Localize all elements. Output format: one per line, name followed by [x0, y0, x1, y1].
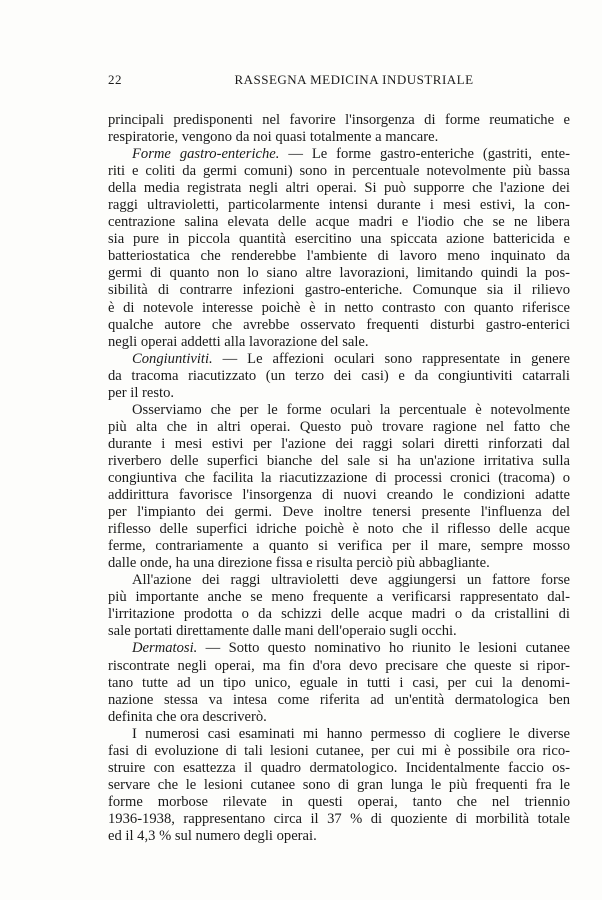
- text-line: riscontrate negli operai, ma fin d'ora devo precisare che queste si ripor-: [108, 657, 570, 674]
- text-line: congiuntiva che facilita la riacutizzazione di processi cronici (tracoma) o: [108, 469, 570, 486]
- article-body: [108, 112, 570, 845]
- text-line: germi di quanto non lo siano altre lavorazioni, limitando quindi la pos-: [108, 265, 570, 282]
- text-line: tano tutte ad un tipo unico, eguale in tutti i casi, per cui la denomi-: [108, 674, 570, 691]
- section-heading: Congiuntiviti.: [132, 350, 213, 367]
- text-line: riti e coliti da germi comuni) sono in percentuale notevolmente più bassa: [108, 163, 570, 180]
- text-line: qualche autore che avrebbe osservato frequenti disturbi gastro-enterici: [108, 316, 570, 333]
- text-line: struire con esattezza il quadro dermatologico. Incidentalmente faccio os-: [108, 759, 570, 776]
- text-line: Congiuntiviti. — Le affezioni oculari sono rappresentate in genere: [132, 350, 570, 367]
- page-number: 22: [108, 72, 122, 87]
- section-heading: Forme gastro-enteriche.: [132, 146, 280, 163]
- page-header: [108, 72, 570, 92]
- text-line: fasi di evoluzione di tali lesioni cutanee, per cui mi è possibile ora rico-: [108, 742, 570, 759]
- text-line: è di notevole interesse poichè è in netto contrasto con quanto riferisce: [108, 299, 570, 316]
- text-line: della media registrata negli altri operai. Si può supporre che l'azione dei: [108, 180, 570, 197]
- text-line: principali predisponenti nel favorire l'insorgenza di forme reumatiche e: [108, 112, 570, 128]
- text-line: più importante anche se meno frequente a verificarsi rappresentato dal-: [108, 589, 570, 606]
- text-line: da tracoma riacutizzato (un terzo dei casi) e da congiuntiviti catarrali: [108, 367, 570, 384]
- text-line: forme morbose rilevate in questi operai, tanto che nel triennio: [108, 793, 570, 810]
- text-line: sia pure in piccola quantità esercitino una spiccata azione battericida e: [108, 231, 570, 248]
- paragraph: [108, 351, 570, 402]
- paragraph: [108, 726, 570, 845]
- text-line: raggi ultravioletti, particolarmente intensi durante i mesi estivi, la con-: [108, 197, 570, 214]
- paragraph: [108, 146, 570, 351]
- paragraph: [108, 112, 570, 146]
- section-heading: Dermatosi.: [132, 640, 198, 657]
- text-line: 1936-1938, rappresentano circa il 37 % di quoziente di morbilità totale: [108, 810, 570, 827]
- text-line: addirittura favorisce l'insorgenza di nuovi creando le condizioni adatte: [108, 487, 570, 504]
- running-title: RASSEGNA MEDICINA INDUSTRIALE: [234, 72, 474, 87]
- text-line: ferme, contrariamente a quanto si verifica per il mare, sempre mosso: [108, 538, 570, 555]
- text-line: l'irritazione prodotta o da schizzi delle acque madri o da cristallini di: [108, 606, 570, 623]
- text-line: Osserviamo che per le forme oculari la percentuale è notevolmente: [132, 401, 570, 418]
- text-line: All'azione dei raggi ultravioletti deve aggiungersi un fattore forse: [132, 572, 570, 589]
- text-line: per il resto.: [108, 384, 175, 401]
- text-line: riflesso delle superfici idriche poichè è noto che il riflesso delle acque: [108, 521, 570, 538]
- paragraph: [108, 572, 570, 640]
- text-line: batteriostatica che renderebbe l'ambiente di lavoro meno inquinato da: [108, 248, 570, 265]
- text-line: ed il 4,3 % sul numero degli operai.: [108, 827, 317, 844]
- text-line: più alta che in altri operai. Questo può trovare ragione nel fatto che: [108, 418, 570, 435]
- text-line: nazione stessa va intesa come riferita ad un'entità dermatologica ben: [108, 691, 570, 708]
- paragraph: [108, 402, 570, 572]
- text-line: sale portati direttamente dalle mani dell'operaio sugli occhi.: [108, 623, 457, 640]
- text-line: respiratorie, vengono da noi quasi totalmente a mancare.: [108, 129, 439, 146]
- text-line: definita che ora descriverò.: [108, 708, 267, 725]
- text-line: per l'impianto dei germi. Deve inoltre tenersi presente l'influenza del: [108, 504, 570, 521]
- text-line: centrazione salina elevata delle acque madri e l'iodio che se ne libera: [108, 214, 570, 231]
- paragraph: [108, 640, 570, 725]
- text-line: durante i mesi estivi per l'azione dei raggi solari diretti rinforzati dal: [108, 435, 570, 452]
- text-line: Dermatosi. — Sotto questo nominativo ho riunito le lesioni cutanee: [132, 640, 570, 657]
- text-line: sibilità di contrarre infezioni gastro-enteriche. Comunque sia il rilievo: [108, 282, 570, 299]
- text-line: Forme gastro-enteriche. — Le forme gastro-enteriche (gastriti, ente-: [132, 146, 570, 163]
- text-line: servare che le lesioni cutanee sono di gran lunga le più frequenti fra le: [108, 776, 570, 793]
- text-line: negli operai addetti alla lavorazione del sale.: [108, 333, 369, 350]
- text-line: riverbero delle superfici bianche del sale si ha un'azione irritativa sulla: [108, 452, 570, 469]
- text-line: dalle onde, ha una direzione fissa e risulta perciò più abbagliante.: [108, 555, 490, 572]
- text-line: I numerosi casi esaminati mi hanno permesso di cogliere le diverse: [132, 725, 570, 742]
